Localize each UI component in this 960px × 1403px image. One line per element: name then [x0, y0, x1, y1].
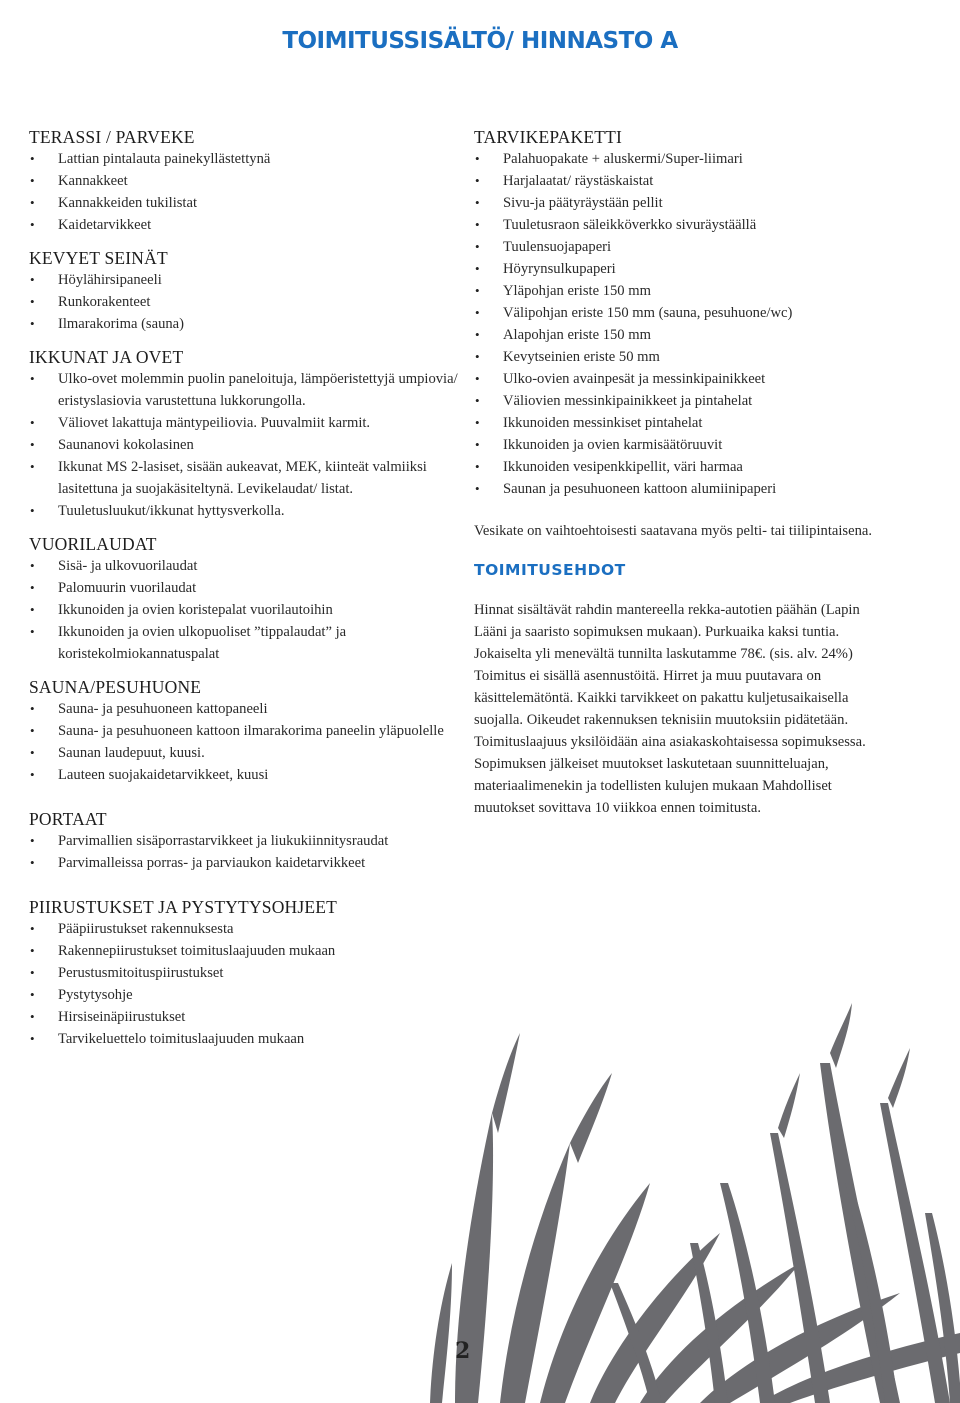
list-item: • Tarvikeluettelo toimituslaajuuden mukaan	[29, 1028, 459, 1050]
list-item: • Hirsiseinäpiirustukset	[29, 1006, 459, 1028]
list-item: • Parvimallien sisäporrastarvikkeet ja liukukiinnitysraudat	[29, 830, 459, 852]
list-item: • Palomuurin vuorilaudat	[29, 577, 459, 599]
list-item: • Sisä- ja ulkovuorilaudat	[29, 555, 459, 577]
list-item: • Kevytseinien eriste 50 mm	[474, 346, 924, 368]
list-item: • Saunanovi kokolasinen	[29, 434, 459, 456]
section-heading: IKKUNAT JA OVET	[29, 347, 184, 367]
list-item: • Ikkunoiden ja ovien ulkopuoliset ”tippalaudat” ja koristekolmiokannatuspalat	[29, 621, 459, 665]
section-heading: KEVYET SEINÄT	[29, 248, 168, 268]
section-tarvikepaketti	[474, 126, 924, 500]
list-item: • Harjalaatat/ räystäskaistat	[474, 170, 924, 192]
list-item: • Lauteen suojakaidetarvikkeet, kuusi	[29, 764, 459, 786]
section-heading: TERASSI / PARVEKE	[29, 127, 195, 147]
section-piirustukset	[29, 896, 459, 1050]
list-item: • Tuuletusraon säleikköverkko sivuräystäällä	[474, 214, 924, 236]
page-number: 2	[455, 1338, 471, 1364]
list-item: • Ikkunoiden vesipenkkipellit, väri harmaa	[474, 456, 924, 478]
list-item: • Väliovet lakattuja mäntypeiliovia. Puuvalmiit karmit.	[29, 412, 459, 434]
list-item: • Ikkunoiden ja ovien karmisäätöruuvit	[474, 434, 924, 456]
toimitusehdot-text: Hinnat sisältävät rahdin mantereella rekka-autotien päähän (Lapin Lääni ja saaristo sopimuksen mukaan). Purkuaika kaksi tuntia. Jokaiselta yli menevältä tunnilta laskutamme 78€. (sis. alv. 24%) Toimitus ei sisällä asennustöitä. Hirret ja muu puutavara on käsittelemätöntä. Kaikki tarvikkeet on pakattu kuljetusaikaisella suojalla. Oikeudet rakennuksen teknisiin muutoksiin pidätetään. Toimituslaajuus yksilöidään aina asiakaskohtaisessa sopimuksessa. Sopimuksen jälkeiset muutokset laskutetaan suunnitteluajan, materiaalimenekin ja todellisten kulujen mukaan Mahdolliset muutokset sovittava 10 viikkoa ennen toimitusta.	[474, 602, 866, 816]
section-heading: SAUNA/PESUHUONE	[29, 677, 202, 697]
list-item: • Sauna- ja pesuhuoneen kattoon ilmarakorima paneelin yläpuolelle	[29, 720, 459, 742]
list-item: • Väliovien messinkipainikkeet ja pintahelat	[474, 390, 924, 412]
list-item: • Kaidetarvikkeet	[29, 214, 459, 236]
list-item: • Perustusmitoituspiirustukset	[29, 962, 459, 984]
section-heading: VUORILAUDAT	[29, 534, 157, 554]
list-item: • Rakennepiirustukset toimituslaajuuden mukaan	[29, 940, 459, 962]
list-item: • Höylähirsipaneeli	[29, 269, 459, 291]
right-column	[474, 126, 924, 819]
list-item: • Ikkunoiden messinkiset pintahelat	[474, 412, 924, 434]
list-item: • Sauna- ja pesuhuoneen kattopaneeli	[29, 698, 459, 720]
section-ikkunat-ja-ovet	[29, 346, 459, 522]
list-item: • Parvimalleissa porras- ja parviaukon kaidetarvikkeet	[29, 852, 459, 874]
list-item: • Tuuletusluukut/ikkunat hyttysverkolla.	[29, 500, 459, 522]
section-terassi	[29, 126, 459, 236]
section-sauna-pesuhuone	[29, 676, 459, 786]
section-heading: PIIRUSTUKSET JA PYSTYTYSOHJEET	[29, 897, 338, 917]
left-column	[29, 126, 459, 1050]
page-title: TOIMITUSSISÄLTÖ/ HINNASTO A	[282, 28, 678, 54]
section-portaat	[29, 808, 459, 874]
list-item: • Runkorakenteet	[29, 291, 459, 313]
list-item: • Alapohjan eriste 150 mm	[474, 324, 924, 346]
list-item: • Yläpohjan eriste 150 mm	[474, 280, 924, 302]
list-item: • Ikkunoiden ja ovien koristepalat vuorilautoihin	[29, 599, 459, 621]
list-item: • Ikkunat MS 2-lasiset, sisään aukeavat, MEK, kiinteät valmiiksi lasitettuna ja suojakäsiteltynä. Levikelaudat/ listat.	[29, 456, 459, 500]
list-item: • Lattian pintalauta painekyllästettynä	[29, 148, 459, 170]
list-item: • Pääpiirustukset rakennuksesta	[29, 918, 459, 940]
toimitusehdot-heading: TOIMITUSEHDOT	[474, 561, 626, 579]
vesikate-note: Vesikate on vaihtoehtoisesti saatavana myös pelti- tai tiilipintaisena.	[474, 523, 872, 539]
list-item: • Saunan ja pesuhuoneen kattoon alumiinipaperi	[474, 478, 924, 500]
list-item: • Saunan laudepuut, kuusi.	[29, 742, 459, 764]
list-item: • Sivu-ja päätyräystään pellit	[474, 192, 924, 214]
list-item: • Kannakkeiden tukilistat	[29, 192, 459, 214]
list-item: • Välipohjan eriste 150 mm (sauna, pesuhuone/wc)	[474, 302, 924, 324]
list-item: • Höyrynsulkupaperi	[474, 258, 924, 280]
list-item: • Palahuopakate + aluskermi/Super-liimari	[474, 148, 924, 170]
section-vuorilaudat	[29, 533, 459, 665]
list-item: • Ilmarakorima (sauna)	[29, 313, 459, 335]
list-item: • Tuulensuojapaperi	[474, 236, 924, 258]
section-kevyet-seinat	[29, 247, 459, 335]
list-item: • Ulko-ovet molemmin puolin paneloituja, lämpöeristettyjä umpiovia/ eristyslasiovia varustettuna lukkorungolla.	[29, 368, 459, 412]
section-heading: TARVIKEPAKETTI	[474, 127, 623, 147]
list-item: • Kannakkeet	[29, 170, 459, 192]
list-item: • Pystytysohje	[29, 984, 459, 1006]
list-item: • Ulko-ovien avainpesät ja messinkipainikkeet	[474, 368, 924, 390]
section-heading: PORTAAT	[29, 809, 107, 829]
